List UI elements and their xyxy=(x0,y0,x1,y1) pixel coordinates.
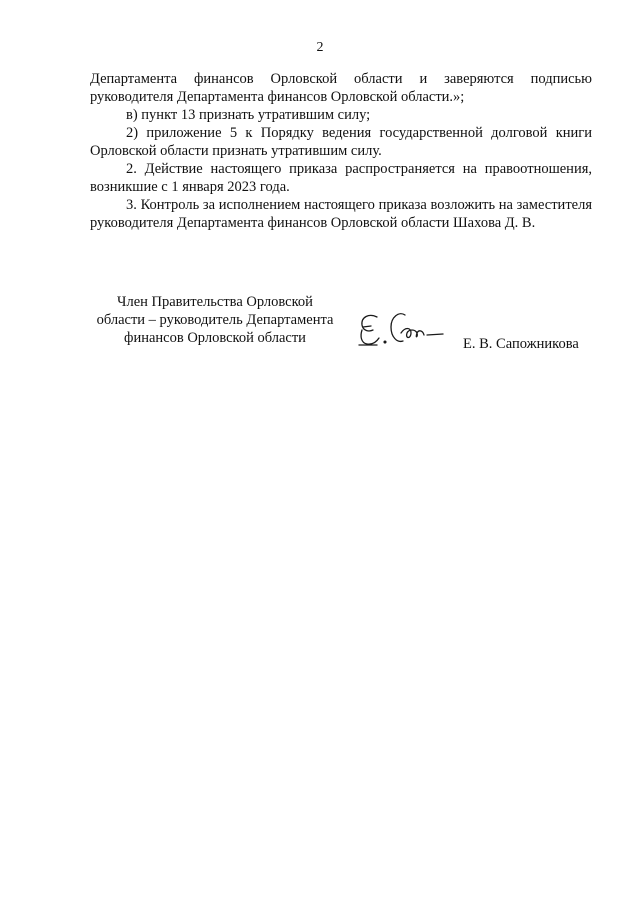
signatory-position-line: области – руководитель Департамента xyxy=(96,312,334,328)
page-number: 2 xyxy=(316,40,324,55)
signatory-position-line: Член Правительства Орловской xyxy=(117,294,313,310)
paragraph-item-v: в) пункт 13 признать утратившим силу; xyxy=(126,107,371,123)
paragraph-clause-3: 3. Контроль за исполнением настоящего приказа возложить на заместителя руководителя Департамента финансов Орловской области Шахова Д. В. xyxy=(90,197,592,231)
signer-name: Е. В. Сапожникова xyxy=(463,336,579,352)
handwritten-signature xyxy=(355,303,450,353)
document-body xyxy=(90,70,592,232)
paragraph-clause-2: 2. Действие настоящего приказа распространяется на правоотношения, возникшие с 1 января 2023 года. xyxy=(90,161,592,195)
signatory-position-line: финансов Орловской области xyxy=(124,330,306,346)
paragraph-continuation: Департамента финансов Орловской области и заверяются подписью руководителя Департамента финансов Орловской области.»; xyxy=(90,71,592,105)
paragraph-item-2: 2) приложение 5 к Порядку ведения государственной долговой книги Орловской области признать утратившим силу. xyxy=(90,125,592,159)
signatory-position xyxy=(80,293,350,347)
